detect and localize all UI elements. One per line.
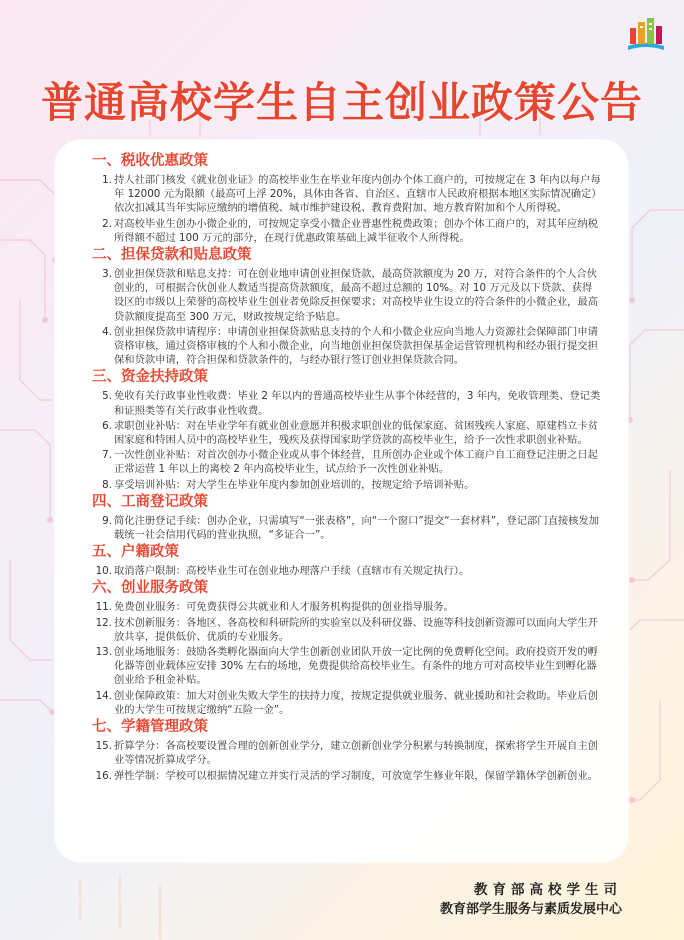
policy-item: [92, 325, 602, 368]
item-number: 5.: [102, 390, 112, 403]
item-number: 4.: [102, 325, 112, 338]
item-text: 技术创新服务：各地区、各高校和科研院所的实验室以及科研仪器、设施等科技创新资源可以面向大学生开放共享，提供低价、优质的专业服务。: [114, 616, 598, 643]
item-number: 11.: [95, 601, 112, 614]
item-number: 15.: [95, 740, 112, 753]
item-number: 13.: [95, 646, 112, 659]
building-bars-logo: [624, 14, 668, 54]
section-heading: 六、创业服务政策: [92, 580, 208, 597]
item-text: 折算学分：各高校要设置合理的创新创业学分，建立创新创业学分积累与转换制度，探索将学生开展自主创业等情况折算成学分。: [114, 740, 598, 767]
item-text: 求职创业补贴：对在毕业学年有就业创业意愿并积极求职创业的低保家庭、贫困残疾人家庭、原建档立卡贫困家庭和特困人员中的高校毕业生，残疾及获得国家助学贷款的高校毕业生，给予一次性求职创业补贴。: [114, 419, 598, 447]
policy-item: [92, 616, 602, 644]
policy-item: [92, 478, 602, 492]
item-number: 8.: [102, 478, 112, 491]
section-heading: 五、户籍政策: [92, 544, 179, 561]
item-text: 创业场地服务：鼓励各类孵化器面向大学生创新创业团队开放一定比例的免费孵化空间。政府投资开发的孵化器等创业载体应安排 30% 左右的场地，免费提供给高校毕业生。有条件的地方可对高校毕业生到孵化器创业给予租金补贴。: [114, 646, 598, 687]
page-title: 普通高校学生自主创业政策公告: [40, 78, 643, 127]
policy-item: [92, 419, 602, 447]
item-text: 享受培训补贴：对大学生在毕业年度内参加创业培训的，按规定给予培训补贴。: [114, 478, 475, 491]
item-number: 14.: [95, 689, 112, 702]
item-number: 6.: [102, 419, 112, 432]
item-text: 创业保障政策：加大对创业失败大学生的扶持力度，按规定提供就业服务、就业援助和社会救助。毕业后创业的大学生可按规定缴纳“五险一金”。: [114, 689, 598, 716]
section-heading: 三、资金扶持政策: [92, 369, 208, 386]
item-number: 7.: [102, 449, 112, 462]
item-text: 一次性创业补贴：对首次创办小微企业或从事个体经营，且所创办企业或个体工商户自工商登记注册之日起正常运营 1 年以上的离校 2 年内高校毕业生，试点给予一次性创业补贴。: [114, 449, 598, 476]
policy-item: [92, 769, 602, 783]
policy-item: [92, 389, 602, 417]
item-number: 9.: [102, 514, 112, 527]
item-text: 弹性学制：学校可以根据情况建立并实行灵活的学习制度，可放宽学生修业年限，保留学籍休学创新创业。: [114, 769, 598, 782]
policy-item: [92, 645, 602, 688]
policy-item: [92, 600, 602, 614]
section-heading: 四、工商登记政策: [92, 493, 208, 510]
section-heading: 一、税收优惠政策: [92, 153, 208, 169]
policy-content: [92, 152, 602, 784]
policy-item: [92, 267, 602, 324]
issuer-center: 教育部学生服务与素质发展中心: [439, 902, 622, 917]
item-text: 取消落户限制：高校毕业生可在创业地办理落户手续（直辖市有关规定执行）。: [114, 565, 470, 578]
item-text: 对高校毕业生创办小微企业的，可按规定享受小微企业普惠性税费政策；创办个体工商户的，对其年应纳税所得额不超过 100 万元的部分，在现行优惠政策基础上减半征收个人所得税。: [114, 217, 598, 244]
item-text: 免收有关行政事业性收费：毕业 2 年以内的普通高校毕业生从事个体经营的，3 年内，免收管理类、登记类和证照类等有关行政事业性收费。: [114, 390, 601, 417]
policy-item: [92, 564, 602, 578]
policy-item: [92, 173, 602, 216]
item-number: 3.: [102, 268, 112, 281]
policy-item: [92, 514, 602, 542]
item-text: 持人社部门核发《就业创业证》的高校毕业生在毕业年度内创办个体工商户的，可按规定在 3 年内以每户每年 12000 元为限额（最高可上浮 20%，具体由各省、自治区、直辖市人民政府根据本地区实际情况确定）依次扣减其当年实际应缴纳的增值税、城市维护建设税、教育费附加、地方教育附加和个人所得税。: [114, 174, 602, 215]
item-number: 12.: [95, 616, 112, 629]
issuer-department: 教育部高校学生司: [474, 882, 622, 898]
item-number: 1.: [102, 174, 112, 186]
policy-item: [92, 689, 602, 717]
item-number: 10.: [95, 565, 112, 578]
item-text: 免费创业服务：可免费获得公共就业和人才服务机构提供的创业指导服务。: [114, 601, 454, 614]
item-text: 创业担保贷款申请程序：申请创业担保贷款贴息支持的个人和小微企业应向当地人力资源社会保障部门申请资格审核，通过资格审核的个人和小微企业，向当地创业担保贷款担保基金运营管理机构和经办银行提交担保和贷款申请，符合担保和贷款条件的，与经办银行签订创业担保贷款合同。: [114, 325, 598, 367]
section-heading: 二、担保贷款和贴息政策: [92, 247, 252, 264]
item-number: 2.: [102, 217, 112, 230]
policy-item: [92, 739, 602, 767]
section-heading: 七、学籍管理政策: [92, 719, 208, 736]
item-number: 16.: [95, 769, 112, 782]
item-text: 简化注册登记手续：创办企业，只需填写“一张表格”，向“一个窗口”提交“一套材料”，登记部门直接核发加载统一社会信用代码的营业执照，“多证合一”。: [114, 514, 600, 542]
item-text: 创业担保贷款和贴息支持：可在创业地申请创业担保贷款，最高贷款额度为 20 万，对符合条件的个人合伙创业的，可根据合伙创业人数适当提高贷款额度，最高不超过总额的 10%。对 10 万元及以下贷款、获得设区的市级以上荣誉的高校毕业生创业者免除反担保要求；对高校毕业生设立的符合条件的小微企业，最高贷款额度提高至 300 万元，财政按规定给予贴息。: [114, 268, 598, 323]
policy-item: [92, 217, 602, 245]
policy-item: [92, 448, 602, 476]
